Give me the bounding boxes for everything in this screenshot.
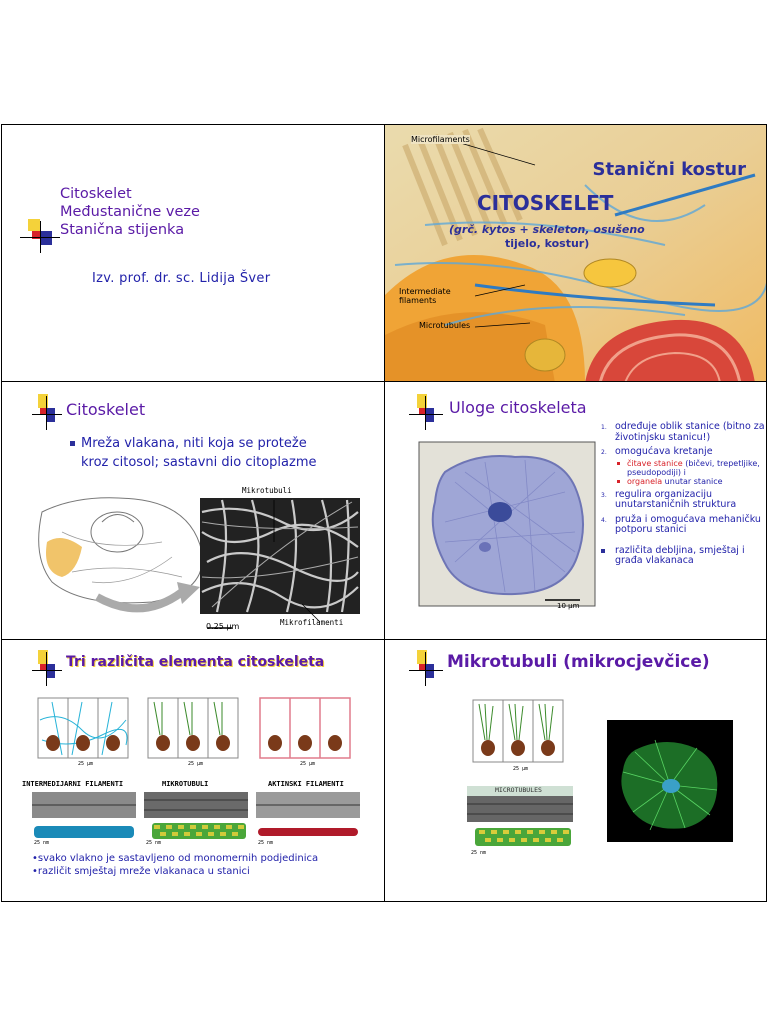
scale-label: 25 μm — [300, 761, 316, 767]
slide-6-title: Mikrotubuli (mikrocjevčice) — [447, 652, 710, 672]
slide-1-topics — [60, 185, 200, 239]
label-mikrotubuli: Mikrotubuli — [242, 486, 292, 495]
label-microtubules: MIKROTUBULI — [162, 780, 209, 788]
slide-2-subtitle-1: (grč. kytos + skeleton, osušeno — [449, 223, 645, 236]
list-item: 1. određuje oblik stanice (bitno za životinjsku stanicu!) — [601, 421, 765, 443]
label-intermediate-filaments: Intermediate filaments — [399, 287, 451, 305]
slide-4-title: Uloge citoskeleta — [449, 398, 587, 417]
list-item-extra: različita debljina, smještaj i građa vlakanaca — [601, 546, 767, 567]
author-name: Izv. prof. dr. sc. Lidija Šver — [92, 271, 271, 286]
slide-5-title: Tri različita elementa citoskeleta — [66, 654, 325, 670]
microtubule-figure — [385, 640, 767, 902]
slide-5-notes: •svako vlakno je sastavljeno od monomernih podjedinica •različit smještaj mreže vlakanaca u stanici — [32, 853, 319, 877]
label-microfilaments: Microfilaments — [411, 135, 470, 144]
label-mikrofilamenti: Mikrofilamenti — [280, 618, 344, 627]
scale-label: 25 μm — [78, 761, 94, 767]
scale-label: 25 μm — [513, 766, 529, 772]
label-actin-filaments: AKTINSKI FILAMENTI — [268, 780, 344, 788]
label-microtubules: MICROTUBULES — [495, 786, 542, 794]
sub-item: organela unutar stanice — [601, 477, 767, 486]
sub-item: čitave stanice (bičevi, trepetljike, pseudopodiji) i — [601, 459, 767, 477]
label-intermediate-filaments: INTERMEDIJARNI FILAMENTI — [22, 780, 124, 788]
roles-list — [601, 422, 767, 571]
slide-1-title — [1, 124, 385, 382]
scale-label: 25 nm — [34, 840, 50, 846]
slide-2-cytoskeleton-illustration — [384, 124, 767, 382]
slide-3-title: Citoskelet — [66, 400, 146, 419]
slide-4-uloge — [384, 381, 767, 640]
slide-3-bullet: Mreža vlakana, niti koja se proteže kroz citosol; sastavni dio citoplazme — [70, 434, 317, 472]
slide-decoration-icon — [20, 219, 60, 255]
slide-5-three-elements — [1, 639, 385, 902]
label-microtubules: Microtubules — [419, 321, 471, 330]
slide-3-citoskelet — [1, 381, 385, 640]
topic-line: Međustanične veze — [60, 204, 200, 220]
topic-line: Citoskelet — [60, 186, 132, 202]
scale-label: 25 nm — [471, 850, 487, 856]
scale-label: 25 nm — [146, 840, 162, 846]
cell-diagram — [2, 382, 385, 640]
list-item: 4. pruža i omogućava mehaničku potporu stanici — [601, 513, 761, 535]
list-item: 3. regulira organizaciju unutarstaničnih struktura — [601, 488, 737, 510]
handout-sheet — [0, 124, 768, 902]
topic-line: Stanična stijenka — [60, 222, 185, 238]
scale-label: 25 nm — [258, 840, 274, 846]
slide-2-subtitle-2: tijelo, kostur) — [505, 237, 590, 250]
slide-2-heading: Stanični kostur — [592, 159, 746, 180]
slide-6-mikrotubuli — [384, 639, 767, 902]
slide-2-title: CITOSKELET — [477, 191, 614, 215]
scale-bar-label: 10 μm — [557, 602, 580, 610]
scale-label: 25 μm — [188, 761, 204, 767]
list-item: 2. omogućava kretanje — [601, 446, 713, 457]
scale-bar-label: 0.25 μm — [206, 622, 240, 631]
